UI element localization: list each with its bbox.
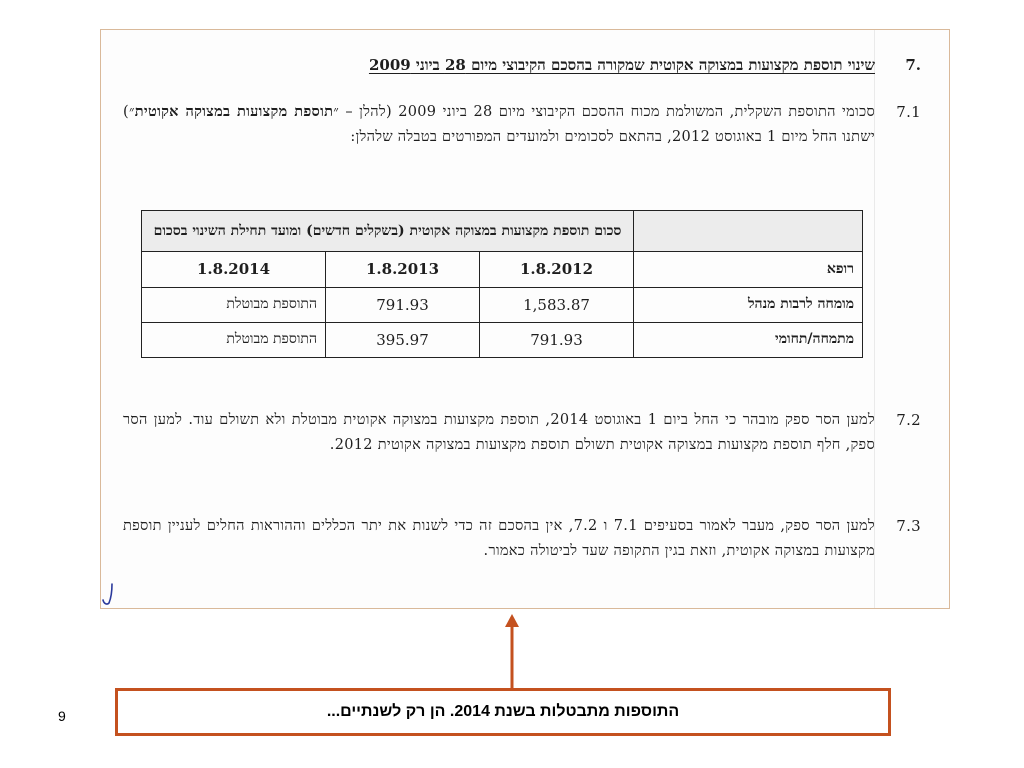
row-header-doctor: רופא	[634, 252, 863, 287]
paragraph-7-3	[123, 514, 921, 563]
paragraph-number: 7.3	[896, 517, 921, 535]
paragraph-text: למען הסר ספק, מעבר לאמור בסעיפים 7.1 ו 7.2, אין בהסכם זה כדי לשנות את יתר הכללים וההוראות החלים לעניין תוספת מקצועות במצוקה אקוטית, וזאת בגין התקופה שעד לביטולה כאמור.	[123, 518, 876, 559]
table-header-row	[142, 211, 863, 252]
section-title: שינוי תוספת מקצועות במצוקה אקוטית שמקורה בהסכם הקיבוצי מיום 28 ביוני 2009	[368, 56, 875, 74]
table-cell: התוספת מבוטלת	[142, 322, 326, 357]
row-label-intern: מתמחה/תחומי	[634, 322, 863, 357]
paragraph-7-1	[123, 100, 921, 149]
row-label-specialist: מומחה לרבות מנהל	[634, 287, 863, 322]
table-cell: התוספת מבוטלת	[142, 287, 326, 322]
date-2012: 1.8.2012	[480, 252, 634, 287]
table-row	[142, 252, 863, 287]
section-number: .7	[905, 56, 921, 74]
paragraph-number: 7.2	[896, 411, 921, 429]
table-cell: 395.97	[326, 322, 480, 357]
section-heading	[181, 56, 921, 75]
table-corner-cell	[634, 211, 863, 252]
allowance-table	[141, 210, 863, 358]
table-cell: 1,583.87	[480, 287, 634, 322]
table-row	[142, 287, 863, 322]
scanned-document	[100, 29, 950, 609]
paragraph-bold-term: תוספת מקצועות במצוקה אקוטית	[134, 103, 334, 120]
table-row	[142, 322, 863, 357]
date-2014: 1.8.2014	[142, 252, 326, 287]
paragraph-text: למען הסר ספק מובהר כי החל ביום 1 באוגוסט 2014, תוספת מקצועות במצוקה אקוטית מבוטלת ולא תשולם עוד. למען הסר ספק, חלף תוספת מקצועות במצוקה אקוטית תשולם תוספת מקצועות במצוקה אקוטית 2012.	[123, 412, 876, 453]
handwritten-mark-icon	[101, 582, 117, 606]
table-cell: 791.93	[326, 287, 480, 322]
table-cell: 791.93	[480, 322, 634, 357]
paragraph-text	[123, 100, 875, 149]
callout-text: התוספות מתבטלות בשנת 2014. הן רק לשנתיים...	[326, 703, 680, 720]
paragraph-7-2	[123, 408, 921, 457]
callout-box	[115, 688, 891, 736]
paragraph-text-part: סכומי התוספת השקלית, המשולמת מכוח ההסכם הקיבוצי מיום 28 ביוני 2009 (להלן – ״	[333, 104, 876, 120]
paragraph-number: 7.1	[896, 103, 921, 121]
table-header: סכום תוספת מקצועות במצוקה אקוטית (בשקלים חדשים) ומועד תחילת השינוי בסכום	[142, 211, 634, 252]
up-arrow-icon	[504, 614, 520, 688]
date-2013: 1.8.2013	[326, 252, 480, 287]
page-number: 9	[58, 708, 66, 724]
paragraph-text-part: ״) ישתנו החל מיום 1 באוגוסט 2012, בהתאם לסכומים ולמועדים המפורטים בטבלה שלהלן:	[123, 104, 875, 145]
